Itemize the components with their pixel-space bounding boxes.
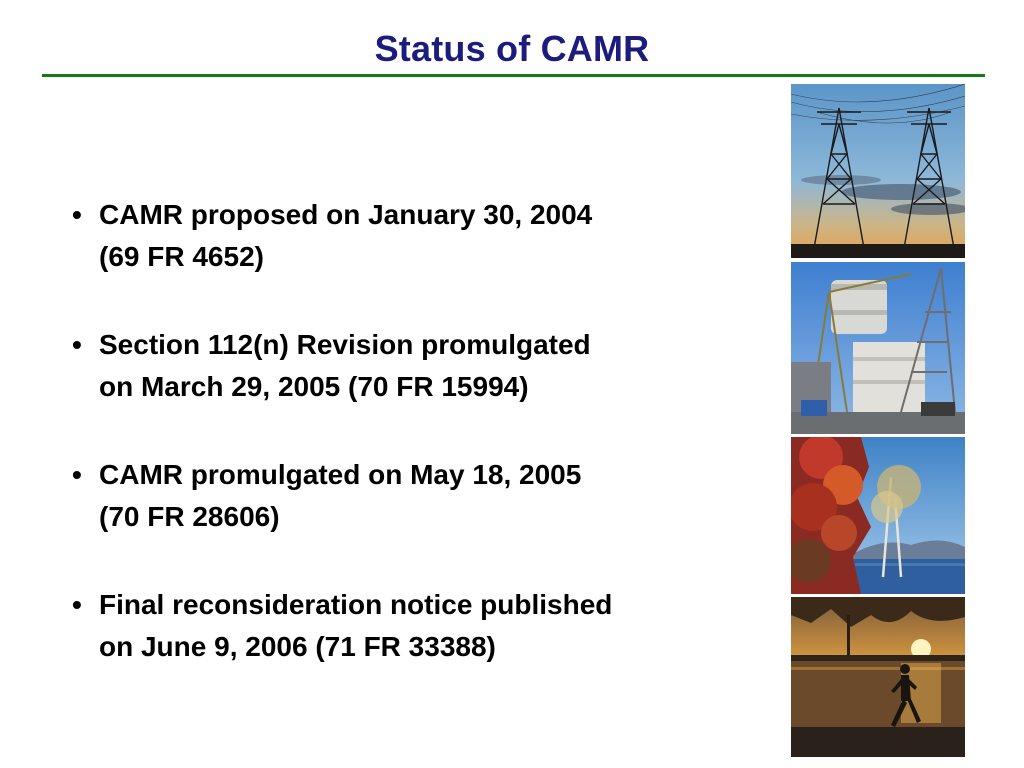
slide-title: Status of CAMR	[374, 28, 650, 69]
bullet-text-line: Final reconsideration notice published	[99, 589, 613, 620]
bullet-glyph: •	[72, 329, 82, 360]
bullet-text-line: (69 FR 4652)	[99, 241, 264, 272]
bullet-text-line: CAMR promulgated on May 18, 2005	[99, 459, 582, 490]
bullet-item	[72, 324, 742, 408]
bullet-glyph: •	[72, 199, 82, 230]
bullet-glyph: •	[72, 589, 82, 620]
bullet-list	[72, 194, 742, 714]
bullet-text-line: on June 9, 2006 (71 FR 33388)	[99, 631, 496, 662]
bullet-text-line: CAMR proposed on January 30, 2004	[99, 199, 593, 230]
bullet-glyph: •	[72, 459, 82, 490]
construction-site-photo	[791, 262, 965, 434]
bullet-text-line: Section 112(n) Revision promulgated	[99, 329, 591, 360]
title-divider	[42, 74, 985, 77]
autumn-lake-photo	[791, 437, 965, 594]
bullet-text-line: (70 FR 28606)	[99, 501, 280, 532]
bullet-item	[72, 194, 742, 278]
bullet-text-line: on March 29, 2005 (70 FR 15994)	[99, 371, 529, 402]
bullet-item	[72, 584, 742, 668]
bullet-item	[72, 454, 742, 538]
sunset-runner-photo	[791, 597, 965, 757]
power-lines-photo	[791, 84, 965, 258]
